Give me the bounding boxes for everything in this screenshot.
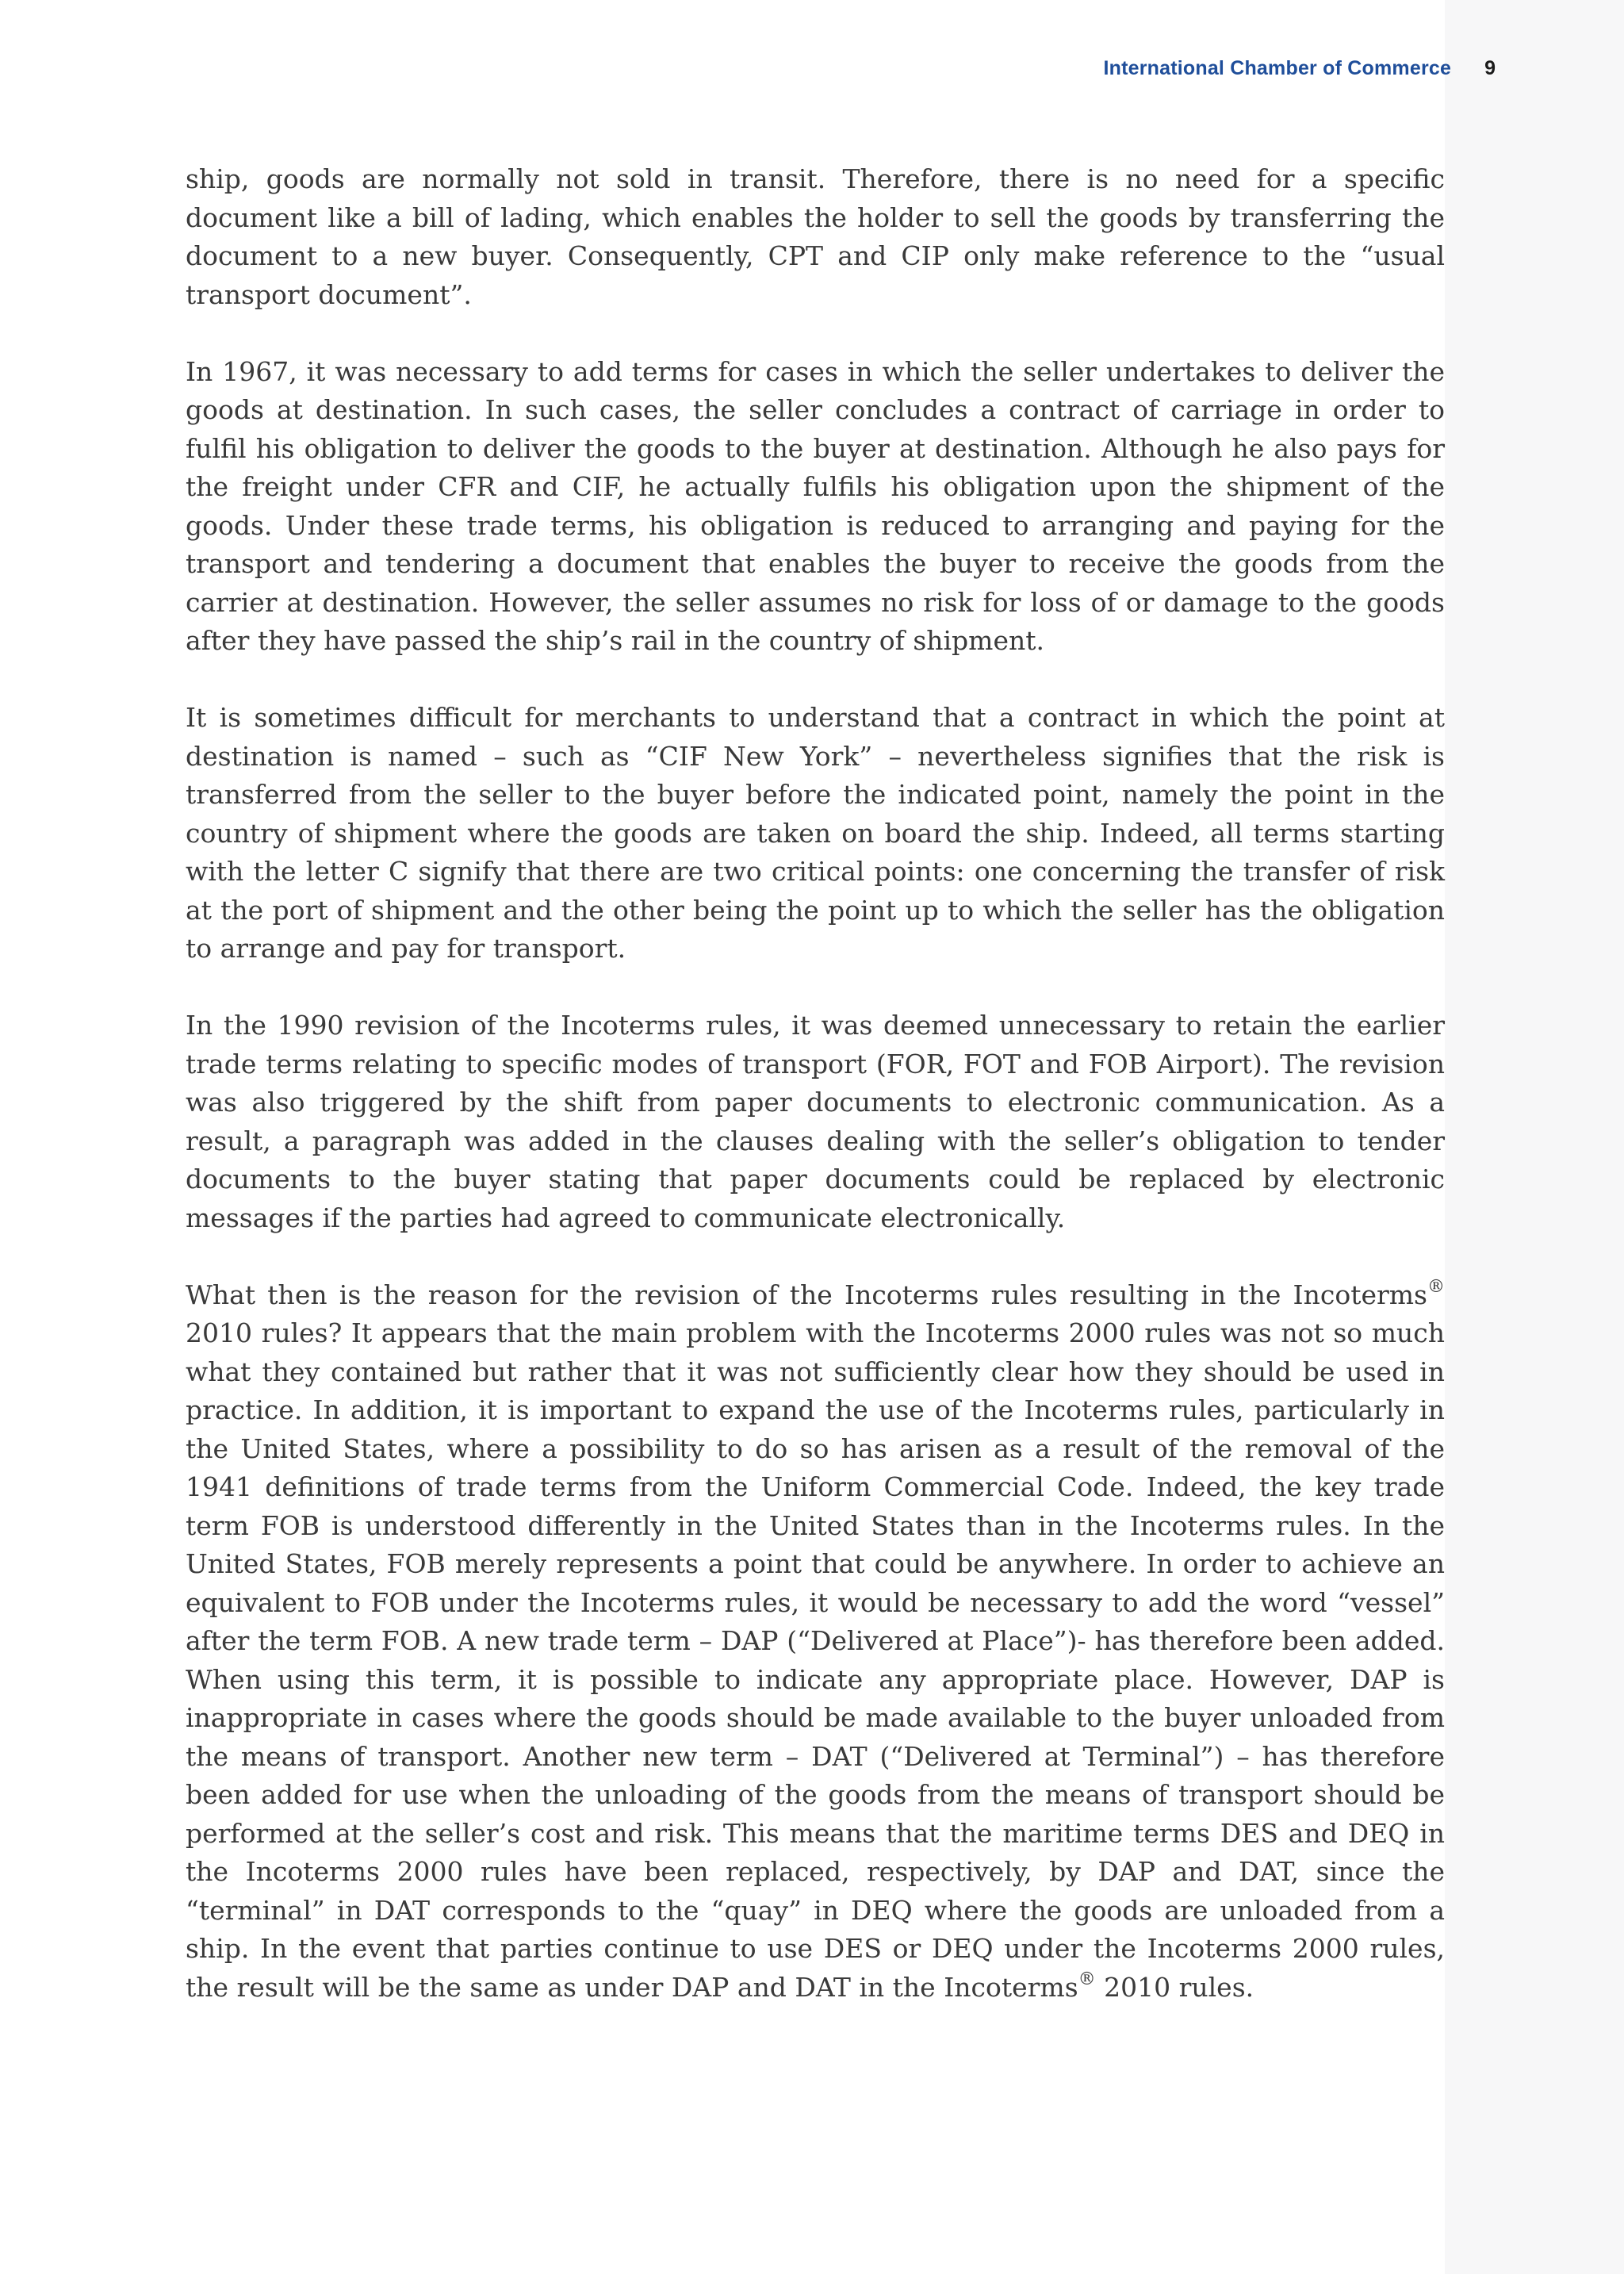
paragraph-2: In 1967, it was necessary to add terms for cases in which the seller undertakes to deliver the goods at destination. In such cases, the seller concludes a contract of carriage in order to fulfil his obligation to deliver the goods to the buyer at destination. Although he also pays for the freight under CFR and CIF, he actually fulfils his obligation upon the shipment of the goods. Under these trade terms, his obligation is reduced to arranging and paying for the transport and tendering a document that enables the buyer to receive the goods from the carrier at destination. However, the seller assumes no risk for loss of or damage to the goods after they have passed the ship’s rail in the country of shipment. [186, 355, 1445, 656]
paragraph-3: It is sometimes difficult for merchants to understand that a contract in which the point at destination is named – such as “CIF New York” – nevertheless signifies that the risk is transferred from the seller to the buyer before the indicated point, namely the point in the country of shipment where the goods are taken on board the ship. Indeed, all terms starting with the letter C signify that there are two critical points: one concerning the transfer of risk at the port of shipment and the other being the point up to which the seller has the obligation to arrange and pay for transport. [186, 702, 1445, 964]
page-margin-band [1445, 0, 1624, 2274]
registered-mark: ® [1427, 1276, 1445, 1297]
page-number: 9 [1484, 56, 1496, 79]
running-header [1103, 54, 1496, 82]
paragraph-5-text-a: What then is the reason for the revision of the Incoterms rules resulting in the Incoterms [186, 1279, 1427, 1310]
paragraph-5-text-c: 2010 rules. [1095, 1971, 1254, 2003]
paragraph-1: ship, goods are normally not sold in transit. Therefore, there is no need for a specific document like a bill of lading, which enables the holder to sell the goods by transferring the document to a new buyer. Consequently, CPT and CIP only make reference to the “usual transport document”. [186, 163, 1445, 310]
paragraph-5 [186, 1276, 1445, 2007]
paragraph-5-text-b: 2010 rules? It appears that the main problem with the Incoterms 2000 rules was not so much what they contained but rather that it was not sufficiently clear how they should be used in practice. In addition, it is important to expand the use of the Incoterms rules, particularly in the United States, where a possibility to do so has arisen as a result of the removal of the 1941 definitions of trade terms from the Uniform Commercial Code. Indeed, the key trade term FOB is understood differently in the United States than in the Incoterms rules. In the United States, FOB merely represents a point that could be anywhere. In order to achieve an equivalent to FOB under the Incoterms rules, it would be necessary to add the word “vessel” after the term FOB. A new trade term – DAP (“Delivered at Place”)- has therefore been added. When using this term, it is possible to indicate any appropriate place. However, DAP is inappropriate in cases where the goods should be made available to the buyer unloaded from the means of transport. Another new term – DAT (“Delivered at Terminal”) – has therefore been added for use when the unloading of the goods from the means of transport should be performed at the seller’s cost and risk. This means that the maritime terms DES and DEQ in the Incoterms 2000 rules have been replaced, respectively, by DAP and DAT, since the “terminal” in DAT corresponds to the “quay” in DEQ where the goods are unloaded from a ship. In the event that parties continue to use DES or DEQ under the Incoterms 2000 rules, the result will be the same as under DAP and DAT in the Incoterms [186, 1317, 1445, 2003]
body-text [186, 160, 1445, 2046]
registered-mark: ® [1078, 1969, 1096, 1989]
paragraph-4: In the 1990 revision of the Incoterms rules, it was deemed unnecessary to retain the earlier trade terms relating to specific modes of transport (FOR, FOT and FOB Airport). The revision was also triggered by the shift from paper documents to electronic communication. As a result, a paragraph was added in the clauses dealing with the seller’s obligation to tender documents to the buyer stating that paper documents could be replaced by electronic messages if the parties had agreed to communicate electronically. [186, 1010, 1445, 1233]
header-organization: International Chamber of Commerce [1103, 56, 1452, 79]
